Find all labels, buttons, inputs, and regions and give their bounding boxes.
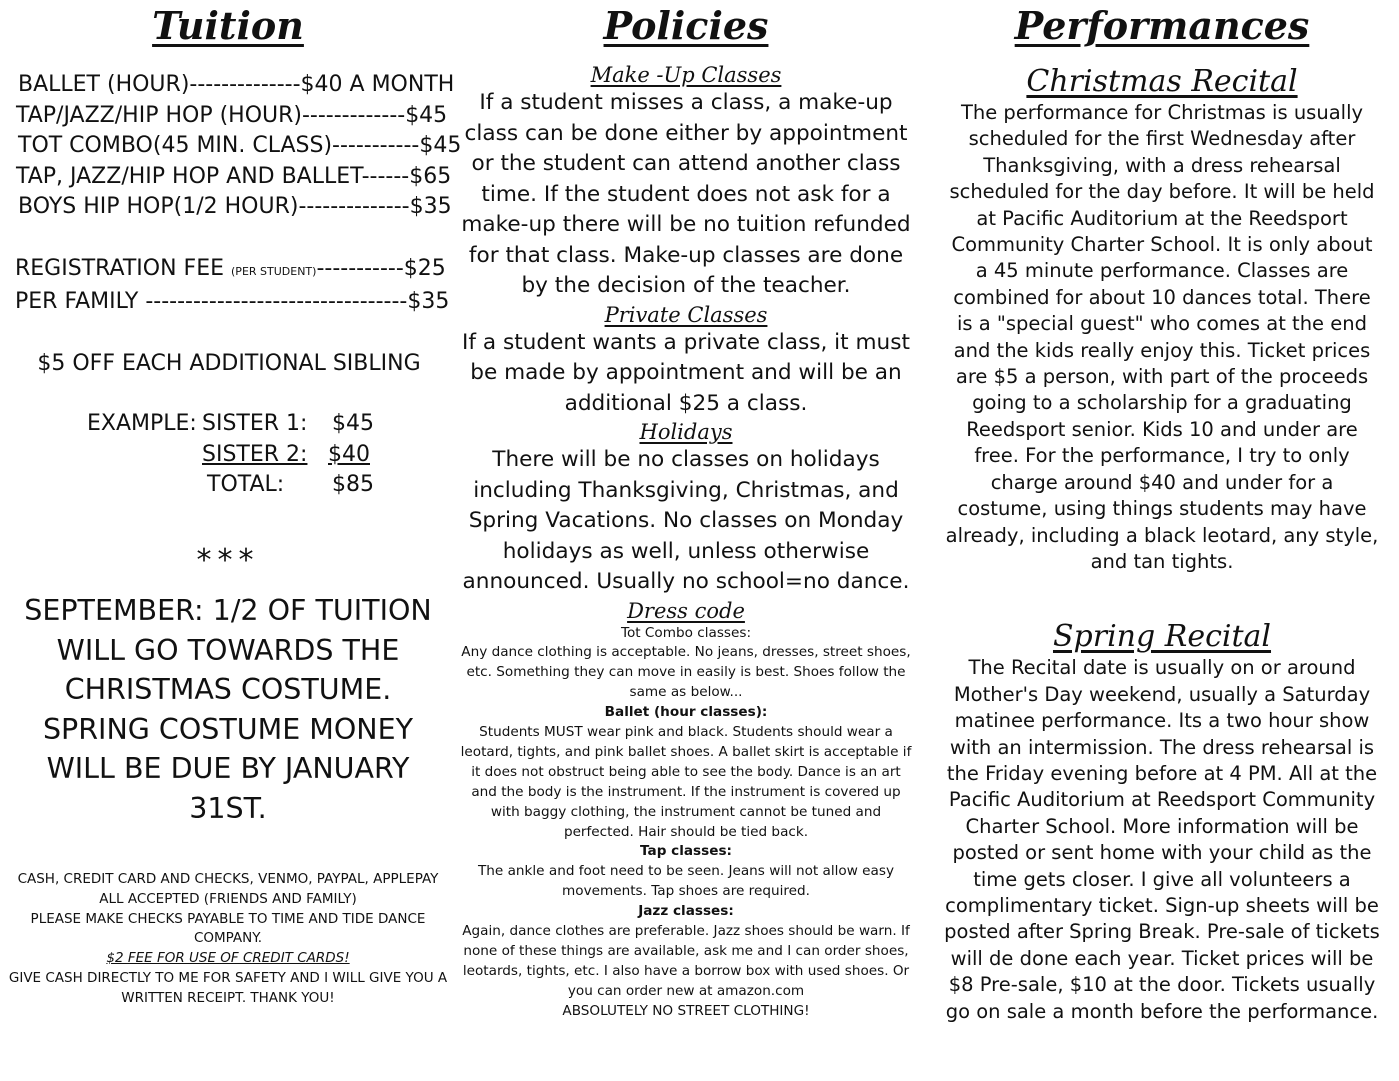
no-street-clothing: ABSOLUTELY NO STREET CLOTHING! (562, 1002, 810, 1019)
tuition-line-combo-all: TAP, JAZZ/HIP HOP AND BALLET------$65 (16, 163, 452, 189)
registration-fee-amount: -----------$25 (316, 255, 446, 281)
performances-column (944, 0, 1380, 1025)
tuition-line-tot-combo: TOT COMBO(45 MIN. CLASS)-----------$45 (18, 133, 462, 158)
makeup-heading: Make -Up Classes (590, 63, 782, 87)
registration-fee-note: (PER STUDENT) (231, 264, 317, 278)
total-amount: $85 (332, 472, 374, 497)
christmas-recital-heading: Christmas Recital (1026, 64, 1298, 99)
sibling-discount: $5 OFF EACH ADDITIONAL SIBLING (37, 350, 421, 376)
dress-code-body (458, 624, 914, 1022)
payment-checks: PLEASE MAKE CHECKS PAYABLE TO TIME AND TIDE DANCE COMPANY. (30, 910, 426, 947)
september-costume-note: SEPTEMBER: 1/2 OF TUITION WILL GO TOWARDS THE CHRISTMAS COSTUME. SPRING COSTUME MONEY WILL BE DUE BY JANUARY 31ST. (24, 594, 432, 825)
tuition-line-ballet: BALLET (HOUR)--------------$40 A MONTH (18, 72, 455, 97)
ballet-text: Students MUST wear pink and black. Students should wear a leotard, tights, and pink ballet shoes. A ballet skirt is acceptable if it does not obstruct being able to see the body. Dance is an art and the body is the instrument. If the instrument is covered up with baggy clothing, the instrument cannot be tuned and perfected. Hair should be tied back. (460, 724, 912, 840)
tot-combo-text: Any dance clothing is acceptable. No jeans, dresses, street shoes, etc. Something they can move in easily is best. Shoes follow the same as below... (461, 644, 911, 701)
private-heading: Private Classes (604, 302, 768, 327)
tap-text: The ankle and foot need to be seen. Jeans will not allow easy movements. Tap shoes are required. (477, 863, 895, 900)
spring-recital-text: The Recital date is usually on or around Mother's Day weekend, usually a Saturday matinee performance. Its a two hour show with an intermission. The dress rehearsal is the Friday evening before at 4 PM. All at the Pacific Auditorium at Reedsport Community Charter School. More information will be posted or sent home with your child as the time gets closer. I give all volunteers a complimentary ticket. Sign-up sheets will be posted after Spring Break. Pre-sale of tickets will de done each year. Ticket prices will be $8 Pre-sale, $10 at the door. Tickets usually go on sale a month before the performance. (944, 656, 1380, 1023)
tot-combo-label: Tot Combo classes: (620, 624, 752, 641)
total-label: TOTAL: (207, 472, 285, 497)
tuition-heading: Tuition (152, 3, 304, 48)
registration-fee-line (8, 254, 448, 288)
holidays-text: There will be no classes on holidays including Thanksgiving, Christmas, and Spring Vacations. No classes on Monday holidays as well, unless otherwise announced. Usually no school=no dance. (462, 447, 910, 594)
holidays-heading: Holidays (639, 420, 733, 444)
stars-divider: *** (196, 543, 260, 578)
registration-fee-label: REGISTRATION FEE (15, 255, 232, 281)
credit-card-fee: $2 FEE FOR USE OF CREDIT CARDS! (106, 950, 350, 967)
payment-info (8, 870, 448, 1009)
payment-methods: CASH, CREDIT CARD AND CHECKS, VENMO, PAYPAL, APPLEPAY ALL ACCEPTED (FRIENDS AND FAMILY) (17, 871, 439, 907)
dress-code-heading: Dress code (627, 598, 745, 623)
tuition-column (8, 0, 462, 1009)
jazz-label: Jazz classes: (638, 903, 734, 920)
jazz-text: Again, dance clothes are preferable. Jazz shoes should be warn. If none of these things are available, ask me and I can order shoes, leotards, tights, etc. I also have a borrow box with used shoes. Or you can order new at amazon.com (462, 923, 910, 999)
tuition-line-tap-jazz: TAP/JAZZ/HIP HOP (HOUR)-------------$45 (16, 102, 448, 128)
example-label: EXAMPLE: (87, 411, 197, 436)
spring-recital-heading: Spring Recital (1052, 619, 1272, 655)
sister1-amount: $45 (332, 411, 374, 436)
tuition-line-boys-hiphop: BOYS HIP HOP(1/2 HOUR)--------------$35 (18, 194, 452, 219)
makeup-text: If a student misses a class, a make-up class can be done either by appointment or the student can attend another class time. If the student does not ask for a make-up there will be no tuition refunded for that class. Make-up classes are done by the decision of the teacher. (461, 90, 911, 298)
sister2-amount: $40 (328, 441, 370, 467)
performances-heading: Performances (1014, 3, 1310, 48)
private-text: If a student wants a private class, it must be made by appointment and will be an additional $25 a class. (462, 329, 910, 416)
cash-receipt-note: GIVE CASH DIRECTLY TO ME FOR SAFETY AND I WILL GIVE YOU A WRITTEN RECEIPT. THANK YOU! (8, 969, 448, 1006)
ballet-label: Ballet (hour classes): (604, 704, 768, 721)
sister1-label: SISTER 1: (202, 411, 308, 436)
tap-label: Tap classes: (640, 843, 732, 860)
christmas-recital-text: The performance for Christmas is usually scheduled for the first Wednesday after Thanksgiving, with a dress rehearsal scheduled for the day before. It will be held at Pacific Auditorium at the Reedsport Community Charter School. It is only about a 45 minute performance. Classes are combined for about 10 dances total. There is a "special guest" who comes at the end and the kids really enjoy this. Ticket prices are $5 a person, with part of the proceeds going to a scholarship for a graduating Reedsport senior. Kids 10 and under are free. For the performance, I try to only charge around $40 and under for a costume, using things students may have already, including a black leotard, any style, and tan tights. (945, 101, 1379, 573)
sibling-example (8, 409, 448, 501)
policies-column (458, 0, 914, 1022)
policies-heading: Policies (603, 3, 769, 48)
per-family-line: PER FAMILY ---------------------------------$35 (15, 289, 450, 314)
sister2-label: SISTER 2: (202, 441, 308, 467)
